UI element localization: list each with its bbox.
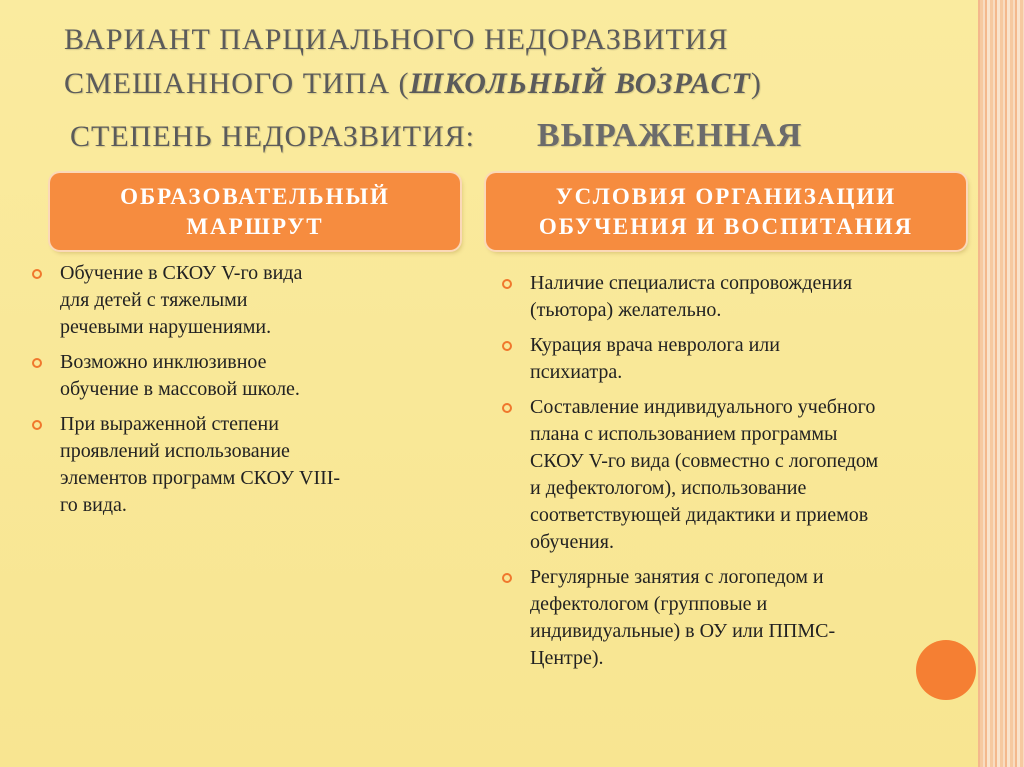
list-item-text: Составление индивидуального учебного	[530, 396, 876, 418]
slide-title	[64, 18, 944, 159]
title-line-2-emphasis: ШКОЛЬНЫЙ ВОЗРАСТ	[409, 67, 751, 100]
list-item	[30, 349, 450, 403]
list-item-text: го вида.	[60, 494, 127, 516]
list-item-text: элементов программ СКОУ VIII-	[60, 467, 341, 489]
list-item-text: (тьютора) желательно.	[530, 299, 722, 321]
list-item	[500, 564, 990, 672]
list-item-text: Возможно инклюзивное	[60, 351, 267, 373]
title-line-2-prefix: СМЕШАННОГО ТИПА (	[64, 67, 410, 100]
conditions-header-line-1: УСЛОВИЯ ОРГАНИЗАЦИИ	[555, 183, 897, 209]
title-line-2-suffix: )	[750, 67, 762, 100]
list-item-text: Обучение в СКОУ V-го вида	[60, 262, 303, 284]
title-line-3	[64, 114, 944, 159]
list-item-text: плана с использованием программы	[530, 423, 838, 445]
list-item-text: индивидуальные) в ОУ или ППМС-	[530, 620, 836, 642]
list-item-text: Регулярные занятия с логопедом и	[530, 566, 824, 588]
title-line-1: ВАРИАНТ ПАРЦИАЛЬНОГО НЕДОРАЗВИТИЯ	[64, 23, 729, 56]
list-item-text: При выраженной степени	[60, 413, 279, 435]
conditions-list	[500, 270, 990, 680]
list-item-text: психиатра.	[530, 361, 623, 383]
list-item-text: для детей с тяжелыми	[60, 289, 248, 311]
list-item-text: Курация врача невролога или	[530, 334, 780, 356]
list-item-text: Центре).	[530, 647, 604, 669]
conditions-header	[486, 173, 966, 250]
title-line-2	[64, 62, 944, 106]
circle-bullet-icon	[32, 358, 42, 368]
educational-route-header	[50, 173, 460, 250]
list-item-text: обучения.	[530, 531, 614, 553]
list-item	[30, 260, 450, 341]
list-item-text: и дефектологом), использование	[530, 477, 807, 499]
educational-route-header-line-2: МАРШРУТ	[186, 213, 324, 239]
list-item	[500, 332, 990, 386]
circle-bullet-icon	[502, 573, 512, 583]
list-item-text: Наличие специалиста сопровождения	[530, 272, 853, 294]
circle-bullet-icon	[502, 341, 512, 351]
educational-route-header-line-1: ОБРАЗОВАТЕЛЬНЫЙ	[120, 183, 390, 209]
list-item	[500, 394, 990, 556]
circle-bullet-icon	[502, 279, 512, 289]
list-item	[500, 270, 990, 324]
list-item	[30, 411, 450, 519]
circle-bullet-icon	[32, 269, 42, 279]
conditions-header-line-2: ОБУЧЕНИЯ И ВОСПИТАНИЯ	[538, 213, 914, 239]
circle-bullet-icon	[32, 420, 42, 430]
list-item-text: речевыми нарушениями.	[60, 316, 272, 338]
list-item-text: обучение в массовой школе.	[60, 378, 300, 400]
degree-value: ВЫРАЖЕННАЯ	[536, 117, 803, 154]
list-item-text: СКОУ V-го вида (совместно с логопедом	[530, 450, 879, 472]
degree-label: СТЕПЕНЬ НЕДОРАЗВИТИЯ:	[70, 120, 475, 153]
educational-route-list	[30, 260, 450, 527]
list-item-text: дефектологом (групповые и	[530, 593, 768, 615]
circle-bullet-icon	[502, 403, 512, 413]
list-item-text: проявлений использование	[60, 440, 290, 462]
list-item-text: соответствующей дидактики и приемов	[530, 504, 869, 526]
